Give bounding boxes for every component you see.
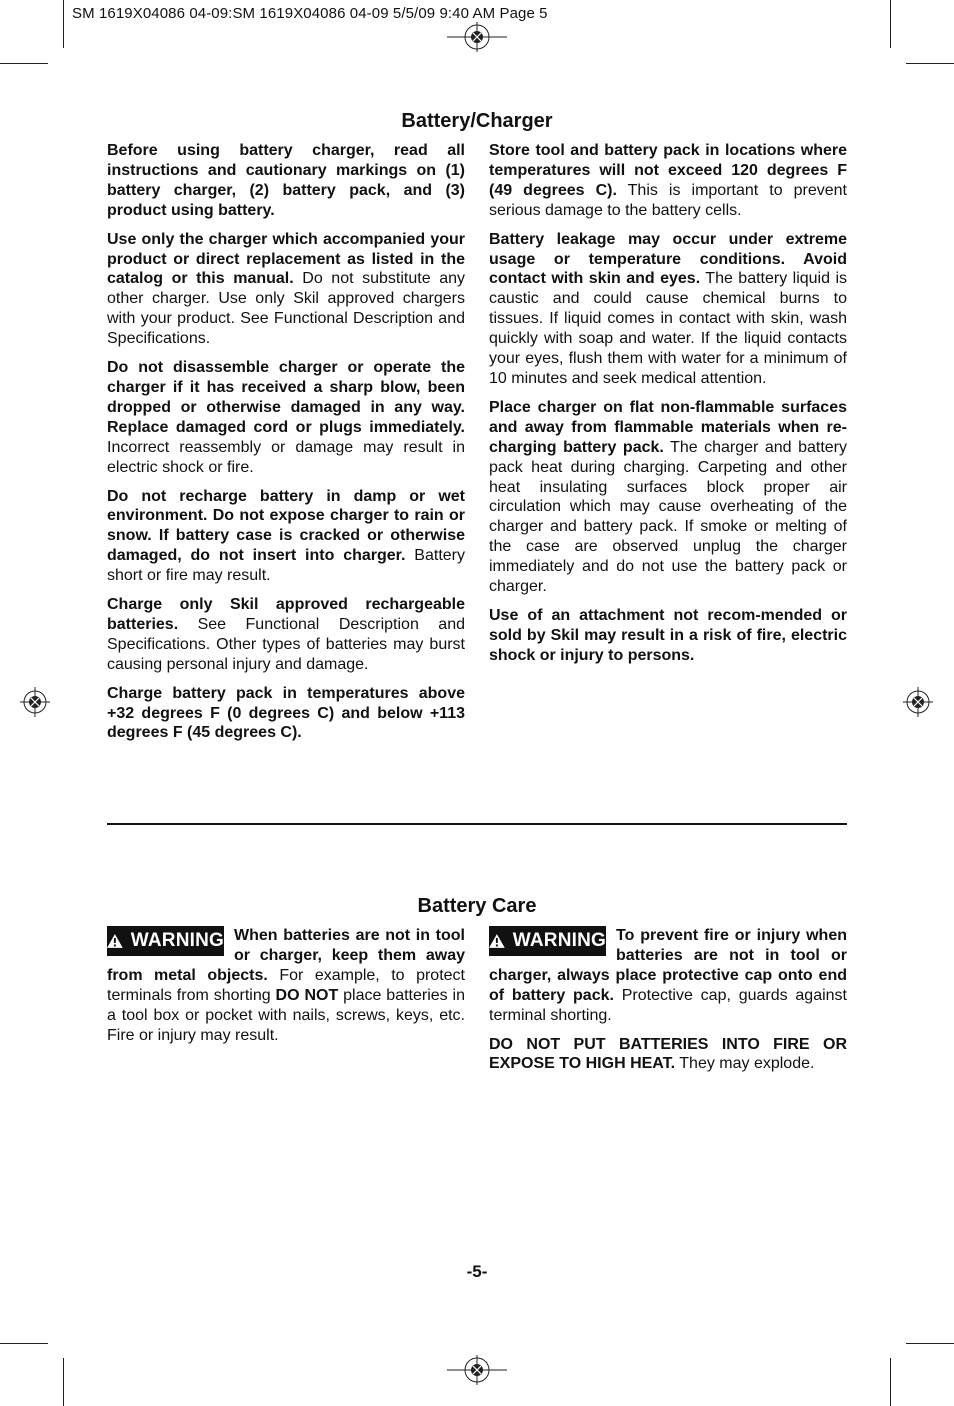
instruction-paragraph: Do not disassemble charger or operate the charger if it has received a sharp blow, been dropped or otherwise damaged in any way. Replace damaged cord or plugs immediately. Incorrect reassembly or damage may result in electric shock or fire. (107, 359, 465, 476)
registration-mark-icon (903, 687, 933, 717)
warning-paragraph: WARNING When batteries are not in tool or charger, keep them away from metal objects. For example, to protect terminals from shorting DO NOT place batteries in a tool box or pocket with nails, screws, keys, etc. Fire or injury may result. (107, 927, 466, 1044)
warning-badge (107, 926, 224, 956)
crop-mark (890, 0, 891, 48)
crop-mark (63, 1358, 64, 1406)
battery-charger-left-column (107, 141, 465, 752)
warning-label: WARNING (512, 930, 606, 952)
instruction-paragraph: Store tool and battery pack in locations where temperatures will not exceed 120 degrees F (49 degrees C). This is important to prevent serious damage to the battery cells. (489, 142, 847, 219)
crop-mark (890, 1358, 891, 1406)
battery-charger-right-column (489, 141, 847, 675)
crop-mark (906, 63, 954, 64)
battery-care-left-column (107, 926, 465, 1054)
warning-paragraph: WARNING To prevent fire or injury when batteries are not in tool or charger, always place protective cap onto end of battery pack. Protective cap, guards against terminal shorting. (489, 927, 847, 1024)
registration-mark-icon (20, 687, 50, 717)
crop-mark (906, 1343, 954, 1344)
instruction-paragraph: Battery leakage may occur under extreme usage or temperature conditions. Avoid contact with skin and eyes. The battery liquid is caustic and could cause chemical burns to tissues. If liquid comes in contact with skin, wash quickly with soap and water. If the liquid contacts your eyes, flush them with water for a minimum of 10 minutes and seek medical attention. (489, 230, 847, 387)
section-title-battery-charger: Battery/Charger (401, 110, 553, 132)
instruction-paragraph: Use of an attachment not recom-mended or sold by Skil may result in a risk of fire, electric shock or injury to persons. (489, 606, 847, 664)
warning-triangle-icon (107, 934, 123, 948)
instruction-paragraph: Do not recharge battery in damp or wet environment. Do not expose charger to rain or snow. If battery case is cracked or otherwise damaged, do not insert into charger. Battery short or fire may result. (107, 487, 465, 585)
print-slug: SM 1619X04086 04-09:SM 1619X04086 04-09 5/5/09 9:40 AM Page 5 (72, 5, 548, 22)
instruction-paragraph: Before using battery charger, read all instructions and cautionary markings on (1) battery charger, (2) battery pack, and (3) product using battery. (107, 142, 465, 219)
instruction-paragraph: Charge battery pack in temperatures above +32 degrees F (0 degrees C) and below +113 degrees F (45 degrees C). (107, 684, 465, 742)
page-number: -5- (466, 1262, 488, 1281)
instruction-paragraph: Charge only Skil approved rechargeable batteries. See Functional Description and Specifications. Other types of batteries may burst causing personal injury and damage. (107, 596, 465, 673)
instruction-paragraph: Use only the charger which accompanied your product or direct replacement as listed in the catalog or this manual. Do not substitute any other charger. Use only Skil approved chargers with your product. See Functional Description and Specifications. (107, 230, 465, 348)
warning-triangle-icon (489, 934, 505, 948)
crop-mark (0, 1343, 48, 1344)
instruction-paragraph: DO NOT PUT BATTERIES INTO FIRE OR EXPOSE TO HIGH HEAT. They may explode. (489, 1035, 847, 1073)
battery-care-right-column (489, 926, 847, 1083)
section-title-battery-care: Battery Care (417, 895, 537, 917)
crop-mark (0, 63, 48, 64)
crop-mark (63, 0, 64, 48)
registration-mark-icon (447, 1355, 507, 1385)
warning-badge (489, 926, 606, 956)
registration-mark-icon (447, 22, 507, 52)
warning-label: WARNING (130, 930, 224, 952)
section-divider (107, 823, 847, 825)
instruction-paragraph: Place charger on flat non-flammable surfaces and away from flammable materials when re-charging battery pack. The charger and battery pack heat during charging. Carpeting and other heat insulating surfaces block proper air circulation which may cause overheating of the charger and battery pack. If smoke or melting of the case are observed unplug the charger immediately and do not use the battery pack or charger. (489, 398, 848, 596)
